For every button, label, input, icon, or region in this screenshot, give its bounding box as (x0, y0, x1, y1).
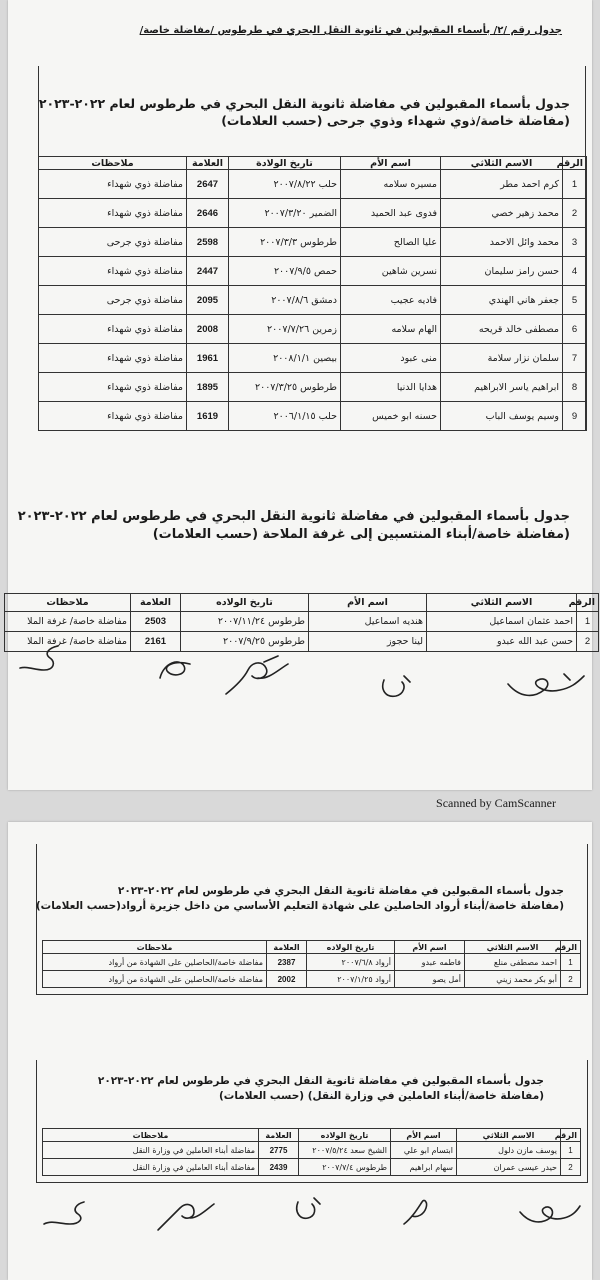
score-cell: 2447 (187, 257, 229, 286)
mother-name-cell: فاطمه عبدو (395, 954, 465, 971)
header-birth: تاريخ الولادة (229, 157, 341, 170)
table-row (43, 1142, 581, 1159)
mother-name-cell: ابتسام ابو علي (391, 1142, 457, 1159)
accepted-students-table-3 (42, 940, 581, 988)
table-row (43, 954, 581, 971)
table-row (39, 170, 587, 199)
signature-mark (398, 1194, 438, 1234)
header-score: العلامة (267, 941, 307, 954)
row-number-cell: 1 (563, 170, 587, 199)
accepted-students-table-4 (42, 1128, 581, 1176)
score-cell: 2002 (267, 971, 307, 988)
notes-cell: مفاضلة خاصة/ غرفة الملا (5, 632, 131, 652)
table-row (39, 344, 587, 373)
scanned-page-2 (8, 822, 592, 1280)
student-name-cell: وسيم يوسف الباب (441, 402, 563, 431)
score-cell: 2387 (267, 954, 307, 971)
score-cell: 1619 (187, 402, 229, 431)
header-number: الرقم (577, 594, 599, 612)
signature-mark (150, 652, 196, 688)
header-number: الرقم (561, 941, 581, 954)
table3-title-line2: (مفاضلة خاصة/أبناء أرواد الحاصلين على شهادة التعليم الأساسي من داخل جزيرة أرواد(حسب العلامات) (35, 900, 564, 913)
notes-cell: مفاضلة خاصة/الحاصلين على الشهادة من أرواد (43, 954, 267, 971)
mother-name-cell: مسيره سلامه (341, 170, 441, 199)
student-name-cell: سلمان نزار سلامة (441, 344, 563, 373)
scanner-watermark: Scanned by CamScanner (436, 796, 556, 810)
birth-place-date-cell: بيصين ٢٠٠٨/١/١ (229, 344, 341, 373)
table2-title-line2: (مفاضلة خاصة/أبناء المنتسبين إلى غرفة الملاحة (حسب العلامات) (152, 526, 570, 542)
birth-place-date-cell: دمشق ٢٠٠٧/٨/٦ (229, 286, 341, 315)
document-heading: جدول رقم /٢/ بأسماء المقبولين في ثانوية النقل البحري في طرطوس /مفاضلة خاصة/ (139, 25, 562, 36)
score-cell: 2598 (187, 228, 229, 257)
mother-name-cell: لينا حجوز (309, 632, 427, 652)
table1-title-line2: (مفاضلة خاصة/ذوي شهداء وذوي جرحى (حسب العلامات) (221, 112, 570, 128)
score-cell: 2008 (187, 315, 229, 344)
birth-place-date-cell: حلب ٢٠٠٦/١/١٥ (229, 402, 341, 431)
score-cell: 2775 (259, 1142, 299, 1159)
signature-mark (504, 664, 588, 704)
student-name-cell: حيدر عيسى عمران (457, 1159, 561, 1176)
signature-mark (376, 668, 418, 702)
row-number-cell: 2 (577, 632, 599, 652)
score-cell: 1961 (187, 344, 229, 373)
score-cell: 2503 (131, 612, 181, 632)
student-name-cell: كرم احمد مطر (441, 170, 563, 199)
row-number-cell: 1 (561, 1142, 581, 1159)
header-name: الاسم الثلاثي (465, 941, 561, 954)
header-notes: ملاحظات (5, 594, 131, 612)
student-name-cell: أبو بكر محمد زيني (465, 971, 561, 988)
birth-place-date-cell: طرطوس ٢٠٠٧/٣/٣ (229, 228, 341, 257)
score-cell: 2646 (187, 199, 229, 228)
score-cell: 2439 (259, 1159, 299, 1176)
header-mother: اسم الأم (309, 594, 427, 612)
birth-place-date-cell: حمص ٢٠٠٧/٩/٥ (229, 257, 341, 286)
birth-place-date-cell: الضمير ٢٠٠٧/٣/٢٠ (229, 199, 341, 228)
table-row (39, 315, 587, 344)
student-name-cell: محمد زهير خصي (441, 199, 563, 228)
table-row (39, 373, 587, 402)
header-score: العلامة (259, 1129, 299, 1142)
mother-name-cell: هدايا الدنيا (341, 373, 441, 402)
notes-cell: مفاضلة ذوي جرحى (39, 286, 187, 315)
mother-name-cell: عليا الصالح (341, 228, 441, 257)
mother-name-cell: أمل يصو (395, 971, 465, 988)
signature-mark (290, 1192, 324, 1226)
table4-title-line2: (مفاضلة خاصة/أبناء العاملين في وزارة النقل) (حسب العلامات) (219, 1090, 544, 1103)
table2-title-line1: جدول بأسماء المقبولين في مفاضلة ثانوية النقل البحري في طرطوس لعام ٢٠٢٢-٢٠٢٣ (17, 509, 570, 524)
notes-cell: مفاضلة ذوي شهداء (39, 170, 187, 199)
header-mother: اسم الأم (391, 1129, 457, 1142)
scanned-page-1 (8, 0, 595, 810)
accepted-students-table-2 (4, 593, 599, 652)
header-notes: ملاحظات (43, 1129, 259, 1142)
accepted-students-table-1 (38, 156, 587, 431)
student-name-cell: محمد وائل الاحمد (441, 228, 563, 257)
birth-place-date-cell: الشيخ سعد ٢٠٠٧/٥/٢٤ (299, 1142, 391, 1159)
mother-name-cell: نسرين شاهين (341, 257, 441, 286)
row-number-cell: 7 (563, 344, 587, 373)
row-number-cell: 1 (577, 612, 599, 632)
row-number-cell: 9 (563, 402, 587, 431)
row-number-cell: 3 (563, 228, 587, 257)
table4-title (98, 1074, 544, 1104)
birth-place-date-cell: أرواد ٢٠٠٧/١/٢٥ (307, 971, 395, 988)
score-cell: 2095 (187, 286, 229, 315)
signature-mark (150, 1194, 220, 1236)
header-birth: تاريخ الولاده (299, 1129, 391, 1142)
birth-place-date-cell: حلب ٢٠٠٧/٨/٢٢ (229, 170, 341, 199)
header-name: الاسم الثلاثي (457, 1129, 561, 1142)
row-number-cell: 8 (563, 373, 587, 402)
notes-cell: مفاضلة خاصة/ غرفة الملا (5, 612, 131, 632)
notes-cell: مفاضلة ذوي جرحى (39, 228, 187, 257)
header-name: الاسم الثلاثي (427, 594, 577, 612)
mother-name-cell: حسنه ابو خميس (341, 402, 441, 431)
birth-place-date-cell: أرواد ٢٠٠٧/٦/٨ (307, 954, 395, 971)
student-name-cell: جعفر هاني الهندي (441, 286, 563, 315)
row-number-cell: 1 (561, 954, 581, 971)
birth-place-date-cell: طرطوس ٢٠٠٧/١١/٢٤ (181, 612, 309, 632)
table-row (5, 632, 599, 652)
mother-name-cell: سهام ابراهيم (391, 1159, 457, 1176)
score-cell: 2647 (187, 170, 229, 199)
table2-title (18, 508, 570, 543)
notes-cell: مفاضلة أبناء العاملين في وزارة النقل (43, 1142, 259, 1159)
row-number-cell: 6 (563, 315, 587, 344)
header-name: الاسم الثلاثي (441, 157, 563, 170)
student-name-cell: احمد عثمان اسماعيل (427, 612, 577, 632)
notes-cell: مفاضلة خاصة/الحاصلين على الشهادة من أرواد (43, 971, 267, 988)
score-cell: 1895 (187, 373, 229, 402)
table-row (43, 971, 581, 988)
mother-name-cell: منى عبود (341, 344, 441, 373)
header-notes: ملاحظات (39, 157, 187, 170)
header-mother: اسم الأم (395, 941, 465, 954)
row-number-cell: 4 (563, 257, 587, 286)
birth-place-date-cell: طرطوس ٢٠٠٧/٣/٢٥ (229, 373, 341, 402)
signature-mark (14, 640, 74, 680)
header-birth: تاريخ الولاده (307, 941, 395, 954)
notes-cell: مفاضلة ذوي شهداء (39, 257, 187, 286)
table-row (43, 1159, 581, 1176)
notes-cell: مفاضلة ذوي شهداء (39, 315, 187, 344)
table-row (5, 612, 599, 632)
birth-place-date-cell: طرطوس ٢٠٠٧/٧/٤ (299, 1159, 391, 1176)
mother-name-cell: فاديه عجيب (341, 286, 441, 315)
row-number-cell: 2 (561, 1159, 581, 1176)
mother-name-cell: فدوى عبد الحميد (341, 199, 441, 228)
row-number-cell: 2 (561, 971, 581, 988)
table-row (39, 286, 587, 315)
table1-title (39, 96, 570, 130)
header-number: الرقم (561, 1129, 581, 1142)
signature-mark (38, 1194, 98, 1234)
birth-place-date-cell: زمرين ٢٠٠٧/٧/٢٦ (229, 315, 341, 344)
table-row (39, 402, 587, 431)
signature-mark (516, 1194, 582, 1230)
table4-title-line1: جدول بأسماء المقبولين في مفاضلة ثانوية النقل البحري في طرطوس لعام ٢٠٢٢-٢٠٢٣ (97, 1075, 544, 1087)
student-name-cell: حسن عبد الله عبدو (427, 632, 577, 652)
table3-title-line1: جدول بأسماء المقبولين في مفاضلة ثانوية النقل البحري في طرطوس لعام ٢٠٢٢-٢٠٢٣ (117, 885, 564, 897)
row-number-cell: 2 (563, 199, 587, 228)
header-mother: اسم الأم (341, 157, 441, 170)
student-name-cell: مصطفى خالد قريحه (441, 315, 563, 344)
mother-name-cell: هنديه اسماعيل (309, 612, 427, 632)
header-notes: ملاحظات (43, 941, 267, 954)
table-row (39, 257, 587, 286)
score-cell: 2161 (131, 632, 181, 652)
header-score: العلامة (187, 157, 229, 170)
table1-title-line1: جدول بأسماء المقبولين في مفاضلة ثانوية النقل البحري في طرطوس لعام ٢٠٢٢-٢٠٢٣ (38, 96, 570, 111)
mother-name-cell: الهام سلامه (341, 315, 441, 344)
table-row (39, 199, 587, 228)
table-row (39, 228, 587, 257)
header-number: الرقم (563, 157, 587, 170)
birth-place-date-cell: طرطوس ٢٠٠٧/٩/٢٥ (181, 632, 309, 652)
notes-cell: مفاضلة ذوي شهداء (39, 402, 187, 431)
notes-cell: مفاضلة أبناء العاملين في وزارة النقل (43, 1159, 259, 1176)
header-birth: تاريخ الولاده (181, 594, 309, 612)
notes-cell: مفاضلة ذوي شهداء (39, 199, 187, 228)
student-name-cell: ابراهيم ياسر الابراهيم (441, 373, 563, 402)
student-name-cell: احمد مصطفى منلع (465, 954, 561, 971)
signature-mark (218, 650, 298, 700)
notes-cell: مفاضلة ذوي شهداء (39, 373, 187, 402)
student-name-cell: يوسف مازن دلول (457, 1142, 561, 1159)
notes-cell: مفاضلة ذوي شهداء (39, 344, 187, 373)
student-name-cell: حسن رامز سليمان (441, 257, 563, 286)
table3-title (36, 884, 564, 914)
header-score: العلامة (131, 594, 181, 612)
row-number-cell: 5 (563, 286, 587, 315)
